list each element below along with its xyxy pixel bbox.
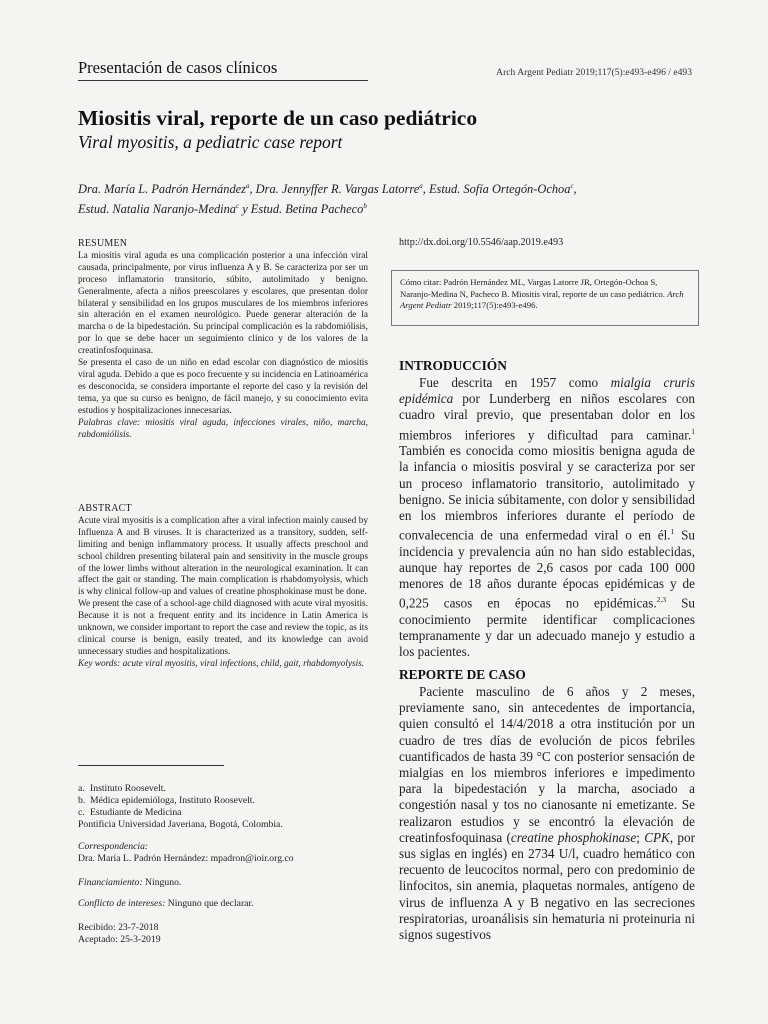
introduction-paragraph — [399, 375, 695, 661]
affiliation-letter: c. — [78, 807, 85, 818]
correspondence-label: Correspondencia: — [78, 841, 149, 852]
article-subtitle: Viral myositis, a pediatric case report — [78, 132, 343, 152]
affiliation-text: Estudiante de Medicina — [90, 807, 182, 818]
footnote-divider — [78, 765, 224, 766]
author-separator: y — [239, 202, 251, 217]
author-affiliation-mark: a — [419, 182, 423, 190]
correspondence-value: Dra. María L. Padrón Hernández: mpadron@ioir.org.co — [78, 853, 294, 864]
text-run-italic: creatine phosphokinase — [510, 829, 637, 845]
text-run: ; — [636, 829, 645, 845]
author-affiliation-mark: c — [570, 182, 574, 190]
citation-text: Cómo citar: Padrón Hernández ML, Vargas Latorre JR, Ortegón-Ochoa S, Naranjo-Medina N, Pacheco B. Miositis viral, reporte de un caso pediátrico. — [400, 277, 665, 299]
citation-box — [391, 270, 699, 326]
funding-value: Ninguno. — [142, 877, 182, 888]
article-title: Miositis viral, reporte de un caso pediátrico — [78, 106, 478, 130]
author-name: Dra. María L. Padrón Hernández — [78, 182, 246, 197]
reference-mark: 1 — [691, 426, 695, 436]
text-run-italic: CPK — [644, 829, 670, 845]
author-list — [78, 178, 698, 218]
affiliation-text: Instituto Roosevelt. — [90, 783, 166, 794]
case-report-section — [399, 667, 695, 943]
affiliation-letter: b. — [78, 795, 86, 806]
dates — [78, 922, 378, 946]
citation-tail: 2019;117(5):e493-e496. — [451, 300, 538, 311]
abstract-heading: ABSTRACT — [78, 503, 132, 514]
text-run: , por sus siglas en inglés) en 2734 U/l, cuadro hemático con recuento de leucocitos normal, pero con predominio de linfocitos, sin anemia, plaquetas normales, antígeno de virus de influenza A y B negativo en las secreciones respiratorias, uroanálisis sin hematuria ni proteinuria ni signos sugestivos — [399, 829, 695, 943]
author-separator: , — [573, 182, 577, 197]
abstract-paragraph: Acute viral myositis is a complication after a viral infection mainly caused by Influenza A and B viruses. It is characterized as a transitory, sudden, self-limiting and benign inflammatory process. It usually affects preschool and school children presenting bilateral pain and sensitivity in the muscle groups of the lower limbs without alteration in the neurological examination. It can affect the gait or standing. The main complication is rhabdomyolysis, which is why clinical follow-up and values of creatine phosphokinase must be done. — [78, 515, 368, 598]
section-label: Presentación de casos clínicos — [78, 58, 368, 81]
resumen-paragraph: Se presenta el caso de un niño en edad escolar con diagnóstico de miositis viral aguda. Debido a que es poco frecuente y su incidencia en Latinoamérica es desconocida, se considera importante el reporte del caso y la revisión del tema, ya que su curso es benigno, de fácil manejo, y su conocimiento evita estudios y hospitalizaciones innecesarias. — [78, 358, 368, 416]
resumen-section — [78, 238, 368, 441]
text-run: Fue descrita en 1957 como — [419, 375, 611, 390]
affiliation-item — [78, 795, 378, 807]
case-report-heading: REPORTE DE CASO — [399, 667, 526, 682]
affiliation-item — [78, 807, 378, 819]
resumen-keywords: Palabras clave: miositis viral aguda, infecciones virales, niño, marcha, rabdomiólisis. — [78, 417, 368, 440]
funding-label: Financiamiento: — [78, 877, 143, 888]
doi-link[interactable]: http://dx.doi.org/10.5546/aap.2019.e493 — [399, 237, 564, 248]
abstract-section — [78, 503, 368, 671]
correspondence — [78, 841, 378, 865]
conflict-of-interest — [78, 898, 378, 910]
introduction-heading: INTRODUCCIÓN — [399, 358, 507, 373]
accepted-date: Aceptado: 25-3-2019 — [78, 934, 161, 945]
author-separator: , — [422, 182, 429, 197]
reference-mark: 2,3 — [656, 595, 667, 605]
conflict-label: Conflicto de intereses: — [78, 898, 166, 909]
text-run: Su incidencia y prevalencia aún no han sido establecidas, aunque hay reportes de 2,6 casos por cada 100 000 menores de 18 años durante épocas epidémicas y de 0,225 casos en épocas no epidémicas. — [399, 527, 695, 611]
funding — [78, 877, 378, 889]
introduction-section — [399, 358, 695, 661]
abstract-paragraph: We present the case of a school-age child diagnosed with acute viral myositis. Because it is not a frequent entity and its incidence in Latin America is unknown, we consider important to report the case and review the topic, as its clinical course is benign, easily treated, and its knowledge can avoid unnecessary studies and hospitalizations. — [78, 599, 368, 657]
resumen-paragraph: La miositis viral aguda es una complicación posterior a una infección viral causada, principalmente, por virus influenza A y B. Se caracteriza por ser un proceso inflamatorio transitorio, súbito, autolimitado y benigno. Generalmente, afecta a niños preescolares y escolares, que presentan dolor bilateral y sensibilidad en los grupos musculares de los miembros inferiores sin alteración en el examen neurológico. Puede generar alteración de la marcha o de la bipedestación. Su principal complicación es la rabdomiólisis, por lo que se debe hacer un seguimiento clínico y de los valores de la creatinfosfoquinasa. — [78, 250, 368, 357]
author-affiliation-mark: c — [235, 202, 240, 211]
university: Pontificia Universidad Javeriana, Bogotá, Colombia. — [78, 819, 283, 830]
author-name: Estud. Betina Pacheco — [250, 202, 364, 217]
reference-mark: 1 — [670, 527, 675, 537]
author-affiliation-mark: a — [245, 182, 250, 190]
affiliation-letter: a. — [78, 783, 85, 794]
journal-citation: Arch Argent Pediatr 2019;117(5):e493-e496 / e493 — [496, 67, 692, 78]
received-date: Recibido: 23-7-2018 — [78, 922, 159, 933]
text-run: Su conocimiento permite identificar complicaciones tempranamente y dar un adecuado manejo y estudio a los pacientes. — [399, 595, 695, 660]
affiliation-item — [78, 783, 378, 795]
author-name: Estud. Natalia Naranjo-Medina — [78, 202, 236, 217]
author-affiliation-mark: b — [363, 202, 367, 211]
conflict-value: Ninguno que declarar. — [165, 898, 254, 909]
citation-journal: Arch Argent Pediatr — [400, 288, 684, 311]
author-separator: , — [249, 182, 256, 197]
text-run-italic: mialgia cruris epidémica — [399, 375, 695, 407]
resumen-heading: RESUMEN — [78, 238, 128, 249]
affiliations — [78, 783, 378, 831]
text-run: Paciente masculino de 6 años y 2 meses, previamente sano, sin antecedentes de importancia, quien consultó el 14/4/2018 a otra institución por un cuadro de tres días de evolución de picos febriles cuantificados de hasta 39 °C con posterior sensación de mialgias en los miembros inferiores e impedimento para la bipedestación y la marcha, asociado a congestión nasal y tos no cianosante ni emetizante. Se realizaron estudios y se encontró la elevación de creatinfosfoquinasa ( — [399, 684, 695, 845]
case-report-paragraph — [399, 684, 695, 943]
text-run: por Lunderberg en niños escolares con cuadro viral previo, que presentaban dolor en los miembros inferiores y dificultad para caminar. — [399, 391, 695, 442]
abstract-keywords: Key words: acute viral myositis, viral infections, child, gait, rhabdomyolysis. — [78, 658, 365, 669]
author-name: Estud. Sofía Ortegón-Ochoa — [428, 182, 571, 197]
author-name: Dra. Jennyffer R. Vargas Latorre — [255, 182, 420, 197]
text-run: También es conocida como miositis benigna aguda de la infancia o miositis posviral y se caracteriza por ser un proceso inflamatorio transitorio, autolimitado y benigno. Se inicia súbitamente, con dolor y sensibilidad en los miembros inferiores durante el período de convalecencia de una enfermedad viral o en él. — [399, 443, 695, 543]
affiliation-text: Médica epidemióloga, Instituto Roosevelt. — [90, 795, 255, 806]
